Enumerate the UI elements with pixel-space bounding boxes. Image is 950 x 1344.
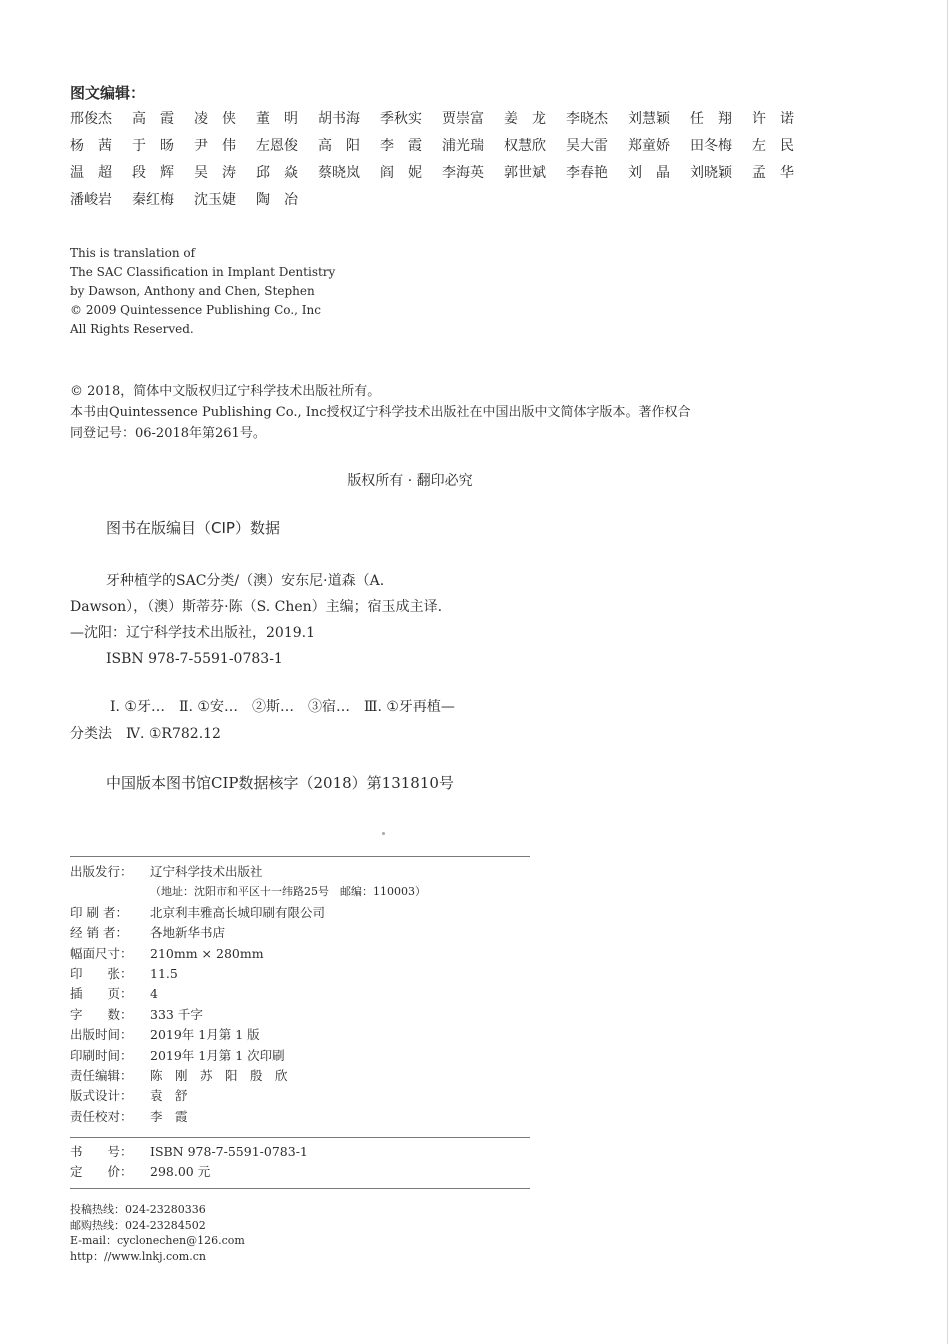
editor-name: 董 明 (256, 111, 298, 127)
imprint-value: 各地新华书店 (150, 925, 226, 941)
imprint-price-block (70, 1142, 308, 1183)
imprint-value: 陈 刚 苏 阳 殷 欣 (150, 1067, 288, 1083)
imprint-bottom-rule (70, 1188, 530, 1189)
editor-name: 高 阳 (318, 138, 360, 154)
editor-name: 左 民 (752, 138, 794, 154)
editor-name: 刘慧颖 (628, 111, 670, 127)
cip-record-number: 中国版本图书馆CIP数据核字（2018）第131810号 (106, 774, 454, 792)
rights-notice: 版权所有 · 翻印必究 (347, 473, 473, 489)
imprint-value: ISBN 978-7-5591-0783-1 (150, 1144, 308, 1159)
imprint-row (70, 1046, 426, 1066)
imprint-label: 责任校对： (70, 1108, 133, 1124)
editor-name: 潘峻岩 (70, 192, 112, 208)
editor-name: 李晓杰 (566, 111, 608, 127)
imprint-row (70, 944, 426, 964)
speck-dot (382, 832, 385, 835)
imprint-value: 4 (150, 986, 158, 1002)
imprint-label: 印 刷 者： (70, 904, 128, 920)
imprint-top-rule (70, 856, 530, 857)
cip-line: 牙种植学的SAC分类/（澳）安东尼·道森（A. (106, 573, 385, 589)
editor-name: 段 辉 (132, 165, 174, 181)
editor-name: 蔡晓岚 (318, 165, 360, 181)
translation-line: The SAC Classification in Implant Dentistry (70, 265, 336, 279)
imprint-label: 书 号： (70, 1144, 133, 1159)
imprint-row (70, 964, 426, 984)
cip-class-line: Ⅰ. ①牙… Ⅱ. ①安… ②斯… ③宿… Ⅲ. ①牙再植— (110, 699, 455, 715)
editor-name: 高 霞 (132, 111, 174, 127)
imprint-value: 333 千字 (150, 1006, 203, 1022)
cip-line: —沈阳：辽宁科学技术出版社，2019.1 (70, 625, 315, 641)
translation-line: by Dawson, Anthony and Chen, Stephen (70, 284, 315, 298)
imprint-row (70, 923, 426, 943)
editor-name: 左恩俊 (256, 138, 298, 154)
page-edge-line (947, 0, 948, 1344)
editor-name: 许 诺 (752, 111, 794, 127)
editors-title: 图文编辑： (70, 84, 146, 102)
contact-line: http：//www.lnkj.com.cn (70, 1249, 206, 1263)
contact-line: 投稿热线：024-23280336 (70, 1203, 206, 1216)
editor-name: 陶 冶 (256, 192, 298, 208)
editor-name: 李 霞 (380, 138, 422, 154)
editor-name: 浦光瑞 (442, 138, 484, 154)
imprint-details (70, 862, 426, 1127)
imprint-label: 印 张： (70, 965, 133, 981)
imprint-row (70, 1086, 426, 1106)
editor-name: 邢俊杰 (70, 111, 112, 127)
imprint-value: 11.5 (150, 965, 178, 981)
imprint-row (70, 862, 426, 882)
editor-name: 孟 华 (752, 165, 794, 181)
imprint-row (70, 1005, 426, 1025)
editor-name: 刘晓颖 (690, 165, 732, 181)
copyright-line: 同登记号：06-2018年第261号。 (70, 426, 266, 441)
imprint-label: 插 页： (70, 986, 133, 1002)
editor-name: 吴 涛 (194, 165, 236, 181)
editor-name: 田冬梅 (690, 138, 732, 154)
imprint-label: 印刷时间： (70, 1047, 133, 1063)
imprint-label: 字 数： (70, 1006, 133, 1022)
editor-name: 胡书海 (318, 111, 360, 127)
editor-name: 姜 龙 (504, 111, 546, 127)
editor-name: 阎 妮 (380, 165, 422, 181)
editor-name: 李春艳 (566, 165, 608, 181)
imprint-value: 辽宁科学技术出版社 (150, 864, 263, 879)
imprint-row (70, 882, 426, 902)
imprint-label: 幅面尺寸： (70, 945, 133, 961)
translation-line: All Rights Reserved. (70, 322, 194, 336)
cip-line: ISBN 978-7-5591-0783-1 (106, 651, 283, 667)
editor-name: 尹 伟 (194, 138, 236, 154)
imprint-label: 责任编辑： (70, 1067, 133, 1083)
translation-line: This is translation of (70, 246, 196, 260)
imprint-label: 出版时间： (70, 1027, 133, 1043)
imprint-value: 李 霞 (150, 1108, 188, 1124)
imprint-row (70, 1066, 426, 1086)
imprint-label: 定 价： (70, 1164, 133, 1180)
cip-record (70, 568, 540, 672)
copyright-line: © 2018，简体中文版权归辽宁科学技术出版社所有。 (70, 384, 381, 399)
translation-notice (70, 244, 335, 339)
copyright-line: 本书由Quintessence Publishing Co., Inc授权辽宁科学技术出版社在中国出版中文简体字版本。著作权合 (70, 405, 691, 420)
imprint-label: 经 销 者： (70, 925, 128, 941)
editor-name: 于 旸 (132, 138, 174, 154)
imprint-value: 袁 舒 (150, 1088, 188, 1104)
editor-name: 沈玉婕 (194, 192, 236, 208)
imprint-middle-rule (70, 1137, 530, 1138)
imprint-row (70, 1025, 426, 1045)
editor-name: 李海英 (442, 165, 484, 181)
imprint-label: 版式设计： (70, 1088, 133, 1104)
editor-name: 凌 侠 (194, 111, 236, 127)
editor-name: 郭世斌 (504, 165, 546, 181)
cip-title: 图书在版编目（CIP）数据 (106, 519, 280, 537)
editor-name: 任 翔 (690, 111, 732, 127)
editor-name: 吴大雷 (566, 138, 608, 154)
imprint-row (70, 903, 426, 923)
cip-classification (70, 694, 455, 748)
editor-name: 郑童娇 (628, 138, 670, 154)
imprint-row (70, 1107, 426, 1127)
imprint-row (70, 984, 426, 1004)
translation-line: © 2009 Quintessence Publishing Co., Inc (70, 303, 321, 317)
editor-name: 季秋实 (380, 111, 422, 127)
imprint-value: 210mm × 280mm (150, 945, 264, 961)
imprint-row (70, 1142, 308, 1162)
imprint-value: （地址：沈阳市和平区十一纬路25号 邮编：110003） (150, 885, 426, 899)
editor-name: 温 超 (70, 165, 112, 181)
imprint-value: 北京利丰雅高长城印刷有限公司 (150, 904, 326, 920)
editors-list (70, 110, 810, 209)
copyright-notice-cn (70, 381, 790, 444)
contact-line: E-mail：cyclonechen@126.com (70, 1234, 245, 1247)
imprint-label: 出版发行： (70, 864, 133, 879)
imprint-value: 2019年 1月第 1 版 (150, 1027, 260, 1043)
imprint-value: 2019年 1月第 1 次印刷 (150, 1047, 285, 1063)
editor-name: 杨 茜 (70, 138, 112, 154)
cip-line: Dawson），（澳）斯蒂芬·陈（S. Chen）主编；宿玉成主译. (70, 599, 443, 615)
contact-line: 邮购热线：024-23284502 (70, 1218, 206, 1232)
editor-name: 秦红梅 (132, 192, 174, 208)
editor-name: 贾崇富 (442, 111, 484, 127)
imprint-row (70, 1162, 308, 1182)
contact-info (70, 1202, 245, 1264)
editor-name: 刘 晶 (628, 165, 670, 181)
editor-name: 权慧欣 (504, 138, 546, 154)
editor-name: 邱 焱 (256, 165, 298, 181)
imprint-value: 298.00 元 (150, 1164, 211, 1180)
cip-class-line: 分类法 Ⅳ. ①R782.12 (70, 726, 221, 742)
